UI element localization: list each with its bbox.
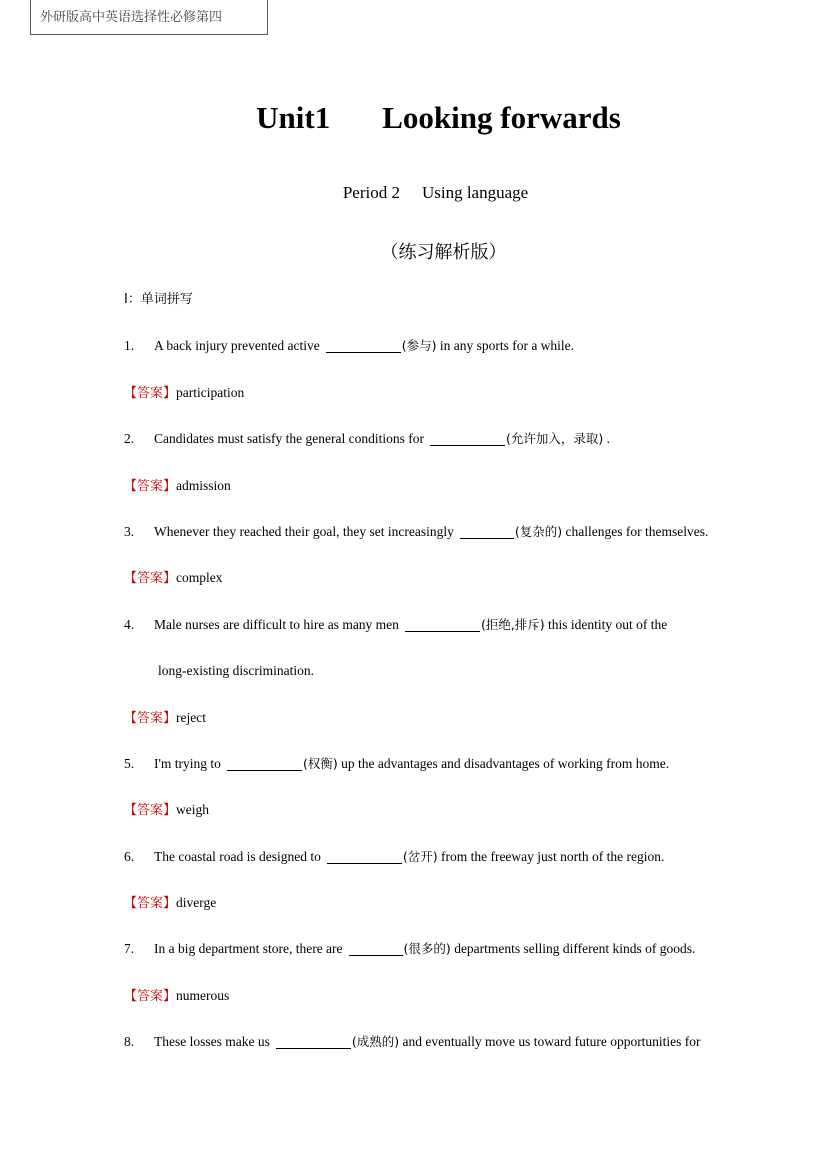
answer-text: complex [176, 570, 223, 586]
answer-blank[interactable] [227, 756, 302, 771]
question-item [124, 741, 787, 787]
section-heading: I：单词拼写 [124, 292, 193, 307]
period-label: Period 2 [342, 183, 400, 202]
question-item [124, 1019, 787, 1065]
answer-text: participation [176, 384, 245, 400]
answer-blank[interactable] [327, 849, 402, 864]
period-name: Using language [421, 183, 529, 202]
answer-line [124, 880, 787, 926]
question-item [124, 416, 787, 462]
answer-line [124, 695, 787, 741]
answer-line [124, 463, 787, 509]
question-text-after: and eventually move us toward future opportunities for [399, 1034, 701, 1050]
question-item [124, 926, 787, 972]
question-text: Whenever they reached their goal, they set increasingly [154, 523, 454, 539]
subtitle: （练习解析版） [380, 242, 507, 263]
question-number: 8. [124, 1034, 135, 1050]
answer-blank[interactable] [430, 431, 505, 446]
chinese-hint: (参与) [401, 338, 437, 354]
answer-text: numerous [176, 987, 230, 1003]
document-header-tag: 外研版高中英语选择性必修第四 [30, 0, 268, 35]
question-text: A back injury prevented active [154, 338, 320, 354]
answer-line [124, 973, 787, 1019]
answer-label: 【答案】 [124, 478, 177, 494]
question-text-after: . [603, 431, 610, 447]
question-item [124, 509, 787, 555]
question-number: 3. [124, 523, 135, 539]
question-number: 5. [124, 755, 135, 771]
question-text: Candidates must satisfy the general conditions for [154, 431, 424, 447]
question-text-after: this identity out of the [544, 616, 668, 632]
exercise-body [124, 277, 787, 1066]
period-title [0, 183, 827, 203]
unit-name: Looking forwards [382, 100, 621, 135]
question-text-after: challenges for themselves. [562, 523, 709, 539]
question-number: 6. [124, 848, 135, 864]
chinese-hint: (拒绝,排斥) [480, 616, 545, 632]
chinese-hint: (成熟的) [351, 1034, 400, 1050]
question-text-after: up the advantages and disadvantages of working from home. [337, 755, 670, 771]
question-list [124, 323, 787, 1065]
page-title [0, 100, 827, 136]
question-text-after: departments selling different kinds of goods. [450, 941, 696, 957]
answer-line [124, 555, 787, 601]
answer-label: 【答案】 [124, 385, 177, 401]
answer-label: 【答案】 [124, 571, 177, 587]
answer-line [124, 787, 787, 833]
answer-blank[interactable] [460, 524, 514, 539]
chinese-hint: (允许加入，录取) [505, 431, 604, 447]
answer-label: 【答案】 [124, 988, 177, 1004]
question-text: I'm trying to [154, 755, 221, 771]
chinese-hint: (很多的) [403, 941, 451, 957]
question-text: The coastal road is designed to [154, 848, 321, 864]
answer-blank[interactable] [326, 338, 401, 353]
question-text: In a big department store, there are [154, 941, 343, 957]
answer-blank[interactable] [276, 1034, 351, 1049]
question-continuation: long-existing discrimination. [158, 663, 314, 679]
question-text: Male nurses are difficult to hire as many men [154, 616, 399, 632]
answer-line [124, 370, 787, 416]
question-number: 2. [124, 431, 135, 447]
answer-text: admission [176, 477, 231, 493]
question-number: 1. [124, 338, 135, 354]
answer-blank[interactable] [349, 941, 403, 956]
question-item [124, 323, 787, 369]
chinese-hint: (复杂的) [514, 523, 563, 539]
answer-label: 【答案】 [124, 803, 177, 819]
answer-text: diverge [176, 895, 217, 911]
answer-blank[interactable] [405, 617, 480, 632]
question-number: 7. [124, 941, 135, 957]
chinese-hint: (岔开) [402, 848, 438, 864]
question-item [124, 834, 787, 880]
question-text-after: in any sports for a while. [436, 338, 575, 354]
answer-label: 【答案】 [124, 896, 177, 912]
question-text: These losses make us [154, 1034, 270, 1050]
answer-text: weigh [176, 802, 210, 818]
unit-label: Unit1 [256, 100, 331, 135]
question-item [124, 602, 787, 648]
chinese-hint: (权衡) [302, 755, 338, 771]
answer-label: 【答案】 [124, 710, 177, 726]
question-text-after: from the freeway just north of the region. [437, 848, 665, 864]
question-number: 4. [124, 616, 135, 632]
answer-text: reject [176, 709, 206, 725]
